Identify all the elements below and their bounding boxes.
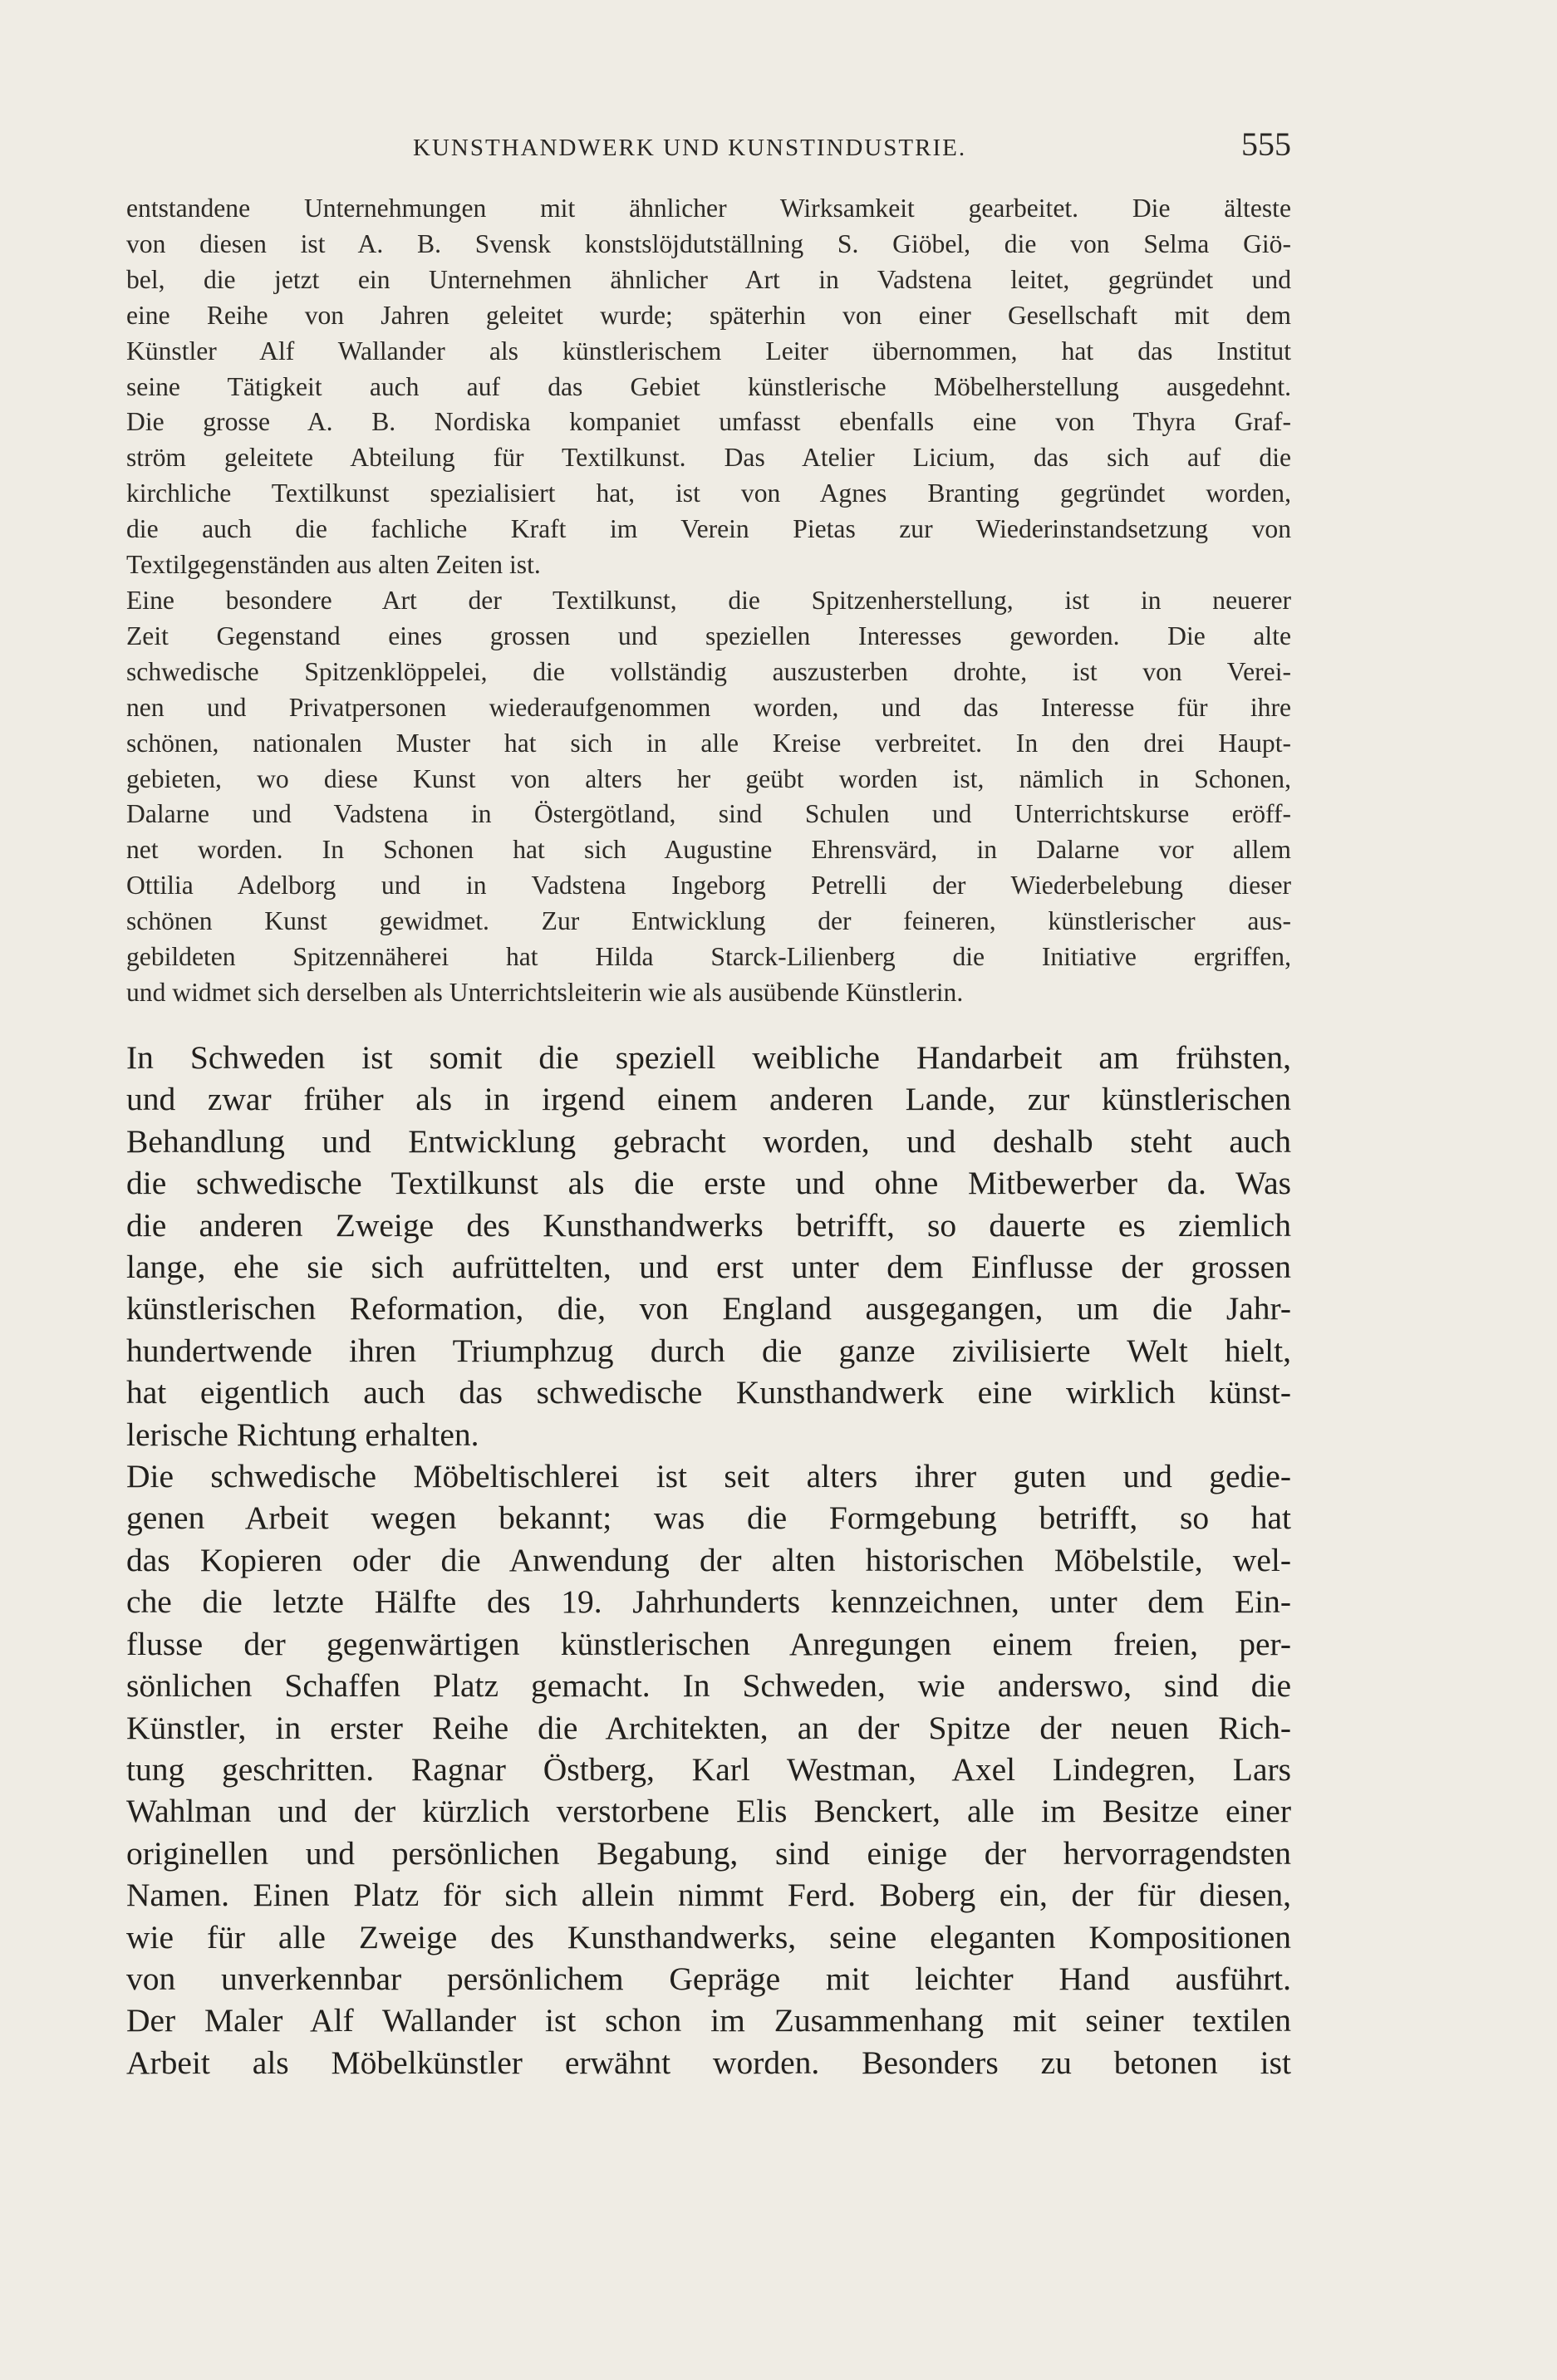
text-line: die auch die fachliche Kraft im Verein Pietas zur Wiederinstandsetzung von (126, 514, 1291, 544)
paragraph-textile-institutions (126, 191, 1291, 583)
text-line: Die schwedische Möbeltischlerei ist seit alters ihrer guten und gedie- (126, 1458, 1291, 1495)
text-line: Textilgegenständen aus alten Zeiten ist. (126, 550, 541, 580)
text-line: net worden. In Schonen hat sich Augustine Ehrensvärd, in Dalarne vor allem (126, 835, 1291, 865)
text-line: die schwedische Textilkunst als die erste und ohne Mitbewerber da. Was (126, 1165, 1291, 1202)
text-line: entstandene Unternehmungen mit ähnlicher Wirksamkeit gearbeitet. Die älteste (126, 194, 1291, 223)
text-line: lange, ehe sie sich aufrüttelten, und erst unter dem Einflusse der grossen (126, 1249, 1291, 1286)
text-line: seine Tätigkeit auch auf das Gebiet künstlerische Möbelherstellung ausgedehnt. (126, 371, 1291, 401)
text-line: In Schweden ist somit die speziell weibliche Handarbeit am frühsten, (126, 1039, 1291, 1076)
text-line: bel, die jetzt ein Unternehmen ähnlicher Art in Vadstena leitet, gegründet und (126, 264, 1291, 294)
text-line: künstlerischen Reformation, die, von England ausgegangen, um die Jahr- (126, 1290, 1291, 1327)
text-line: kirchliche Textilkunst spezialisiert hat, ist von Agnes Branting gegründet worden, (126, 478, 1291, 508)
text-line: das Kopieren oder die Anwendung der alten historischen Möbelstile, wel- (126, 1541, 1291, 1578)
text-line: Ottilia Adelborg und in Vadstena Ingeborg Petrelli der Wiederbelebung dieser (126, 871, 1291, 900)
text-line: nen und Privatpersonen wiederaufgenommen worden, und das Interesse für ihre (126, 692, 1291, 722)
text-line: Künstler Alf Wallander als künstlerischem Leiter übernommen, hat das Institut (126, 336, 1291, 366)
text-line: hat eigentlich auch das schwedische Kunsthandwerk eine wirklich künst- (126, 1374, 1291, 1411)
paragraph-furniture (126, 1455, 1291, 2083)
text-line: sönlichen Schaffen Platz gemacht. In Schweden, wie anderswo, sind die (126, 1667, 1291, 1705)
text-line: Künstler, in erster Reihe die Architekten, an der Spitze der neuen Rich- (126, 1709, 1291, 1746)
text-line: und widmet sich derselben als Unterrichtsleiterin wie als ausübende Künstlerin. (126, 977, 964, 1007)
text-line: Wahlman und der kürzlich verstorbene Elis Benckert, alle im Besitze einer (126, 1793, 1291, 1830)
text-line: Eine besondere Art der Textilkunst, die Spitzenherstellung, ist in neuerer (126, 585, 1291, 615)
text-line: flusse der gegenwärtigen künstlerischen Anregungen einem freien, per- (126, 1625, 1291, 1662)
text-line: Behandlung und Entwicklung gebracht worden, und deshalb steht auch (126, 1122, 1291, 1160)
text-line: genen Arbeit wegen bekannt; was die Formgebung betrifft, so hat (126, 1499, 1291, 1537)
text-line: hundertwende ihren Triumphzug durch die ganze zivilisierte Welt hielt, (126, 1332, 1291, 1369)
running-title: KUNSTHANDWERK UND KUNSTINDUSTRIE. (413, 135, 967, 161)
text-line: schwedische Spitzenklöppelei, die vollständig auszusterben drohte, ist von Verei- (126, 656, 1291, 686)
text-line: tung geschritten. Ragnar Östberg, Karl Westman, Axel Lindegren, Lars (126, 1750, 1291, 1788)
text-line: von unverkennbar persönlichem Gepräge mit leichter Hand ausführt. (126, 1960, 1291, 1997)
text-line: Namen. Einen Platz för sich allein nimmt Ferd. Boberg ein, der für diesen, (126, 1877, 1291, 1914)
text-line: Der Maler Alf Wallander ist schon im Zusammenhang mit seiner textilen (126, 2002, 1291, 2039)
text-line: lerische Richtung erhalten. (126, 1416, 479, 1453)
paragraph-lace-making (126, 583, 1291, 1011)
text-line: von diesen ist A. B. Svensk konstslöjdutställning S. Giöbel, die von Selma Giö- (126, 228, 1291, 258)
main-text-section (126, 1037, 1291, 2083)
page-header (126, 125, 1291, 174)
text-line: und zwar früher als in irgend einem anderen Lande, zur künstlerischen (126, 1081, 1291, 1118)
text-line: die anderen Zweige des Kunsthandwerks betrifft, so dauerte es ziemlich (126, 1206, 1291, 1244)
text-line: che die letzte Hälfte des 19. Jahrhunderts kennzeichnen, unter dem Ein- (126, 1583, 1291, 1621)
text-line: ström geleitete Abteilung für Textilkunst. Das Atelier Licium, das sich auf die (126, 443, 1291, 473)
text-line: gebildeten Spitzennäherei hat Hilda Starck-Lilienberg die Initiative ergriffen, (126, 942, 1291, 972)
text-line: schönen Kunst gewidmet. Zur Entwicklung der feineren, künstlerischer aus- (126, 906, 1291, 936)
page-number: 555 (1241, 125, 1291, 163)
text-line: schönen, nationalen Muster hat sich in alle Kreise verbreitet. In den drei Haupt- (126, 728, 1291, 758)
text-line: wie für alle Zweige des Kunsthandwerks, seine eleganten Kompositionen (126, 1918, 1291, 1956)
text-line: originellen und persönlichen Begabung, sind einige der hervorragendsten (126, 1834, 1291, 1872)
paragraph-swedish-handwork (126, 1037, 1291, 1455)
text-line: Dalarne und Vadstena in Östergötland, sind Schulen und Unterrichtskurse eröff- (126, 799, 1291, 829)
text-line: Arbeit als Möbelkünstler erwähnt worden. Besonders zu betonen ist (126, 2044, 1291, 2081)
text-line: eine Reihe von Jahren geleitet wurde; späterhin von einer Gesellschaft mit dem (126, 300, 1291, 330)
small-print-section (126, 191, 1291, 1011)
text-line: Die grosse A. B. Nordiska kompaniet umfasst ebenfalls eine von Thyra Graf- (126, 407, 1291, 437)
text-line: gebieten, wo diese Kunst von alters her geübt worden ist, nämlich in Schonen, (126, 763, 1291, 793)
text-line: Zeit Gegenstand eines grossen und speziellen Interesses geworden. Die alte (126, 621, 1291, 650)
